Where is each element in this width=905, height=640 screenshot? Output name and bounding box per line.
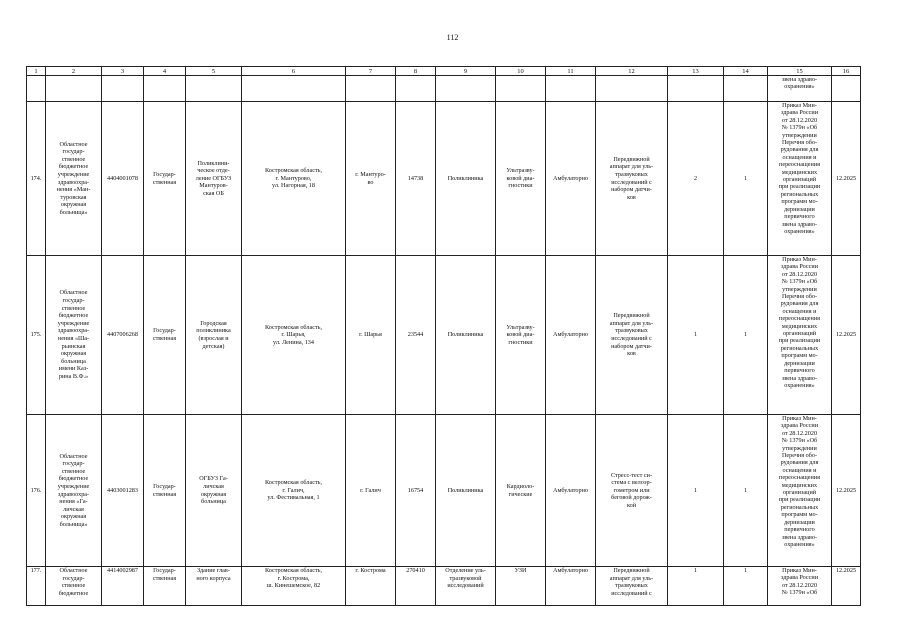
locality: г. Кострома — [346, 567, 396, 606]
deadline-date: 12.2025 — [832, 567, 861, 606]
continued-document-cell: звена здраво- охранения» — [768, 76, 832, 102]
profile: Ультразву- ковой диа- гностики — [496, 102, 546, 256]
quantity-14: 1 — [724, 567, 768, 606]
inn-code: 4414002987 — [102, 567, 144, 606]
column-number: 4 — [144, 67, 186, 76]
equipment: Передвижной аппарат для уль- тразвуковых исследований с — [596, 567, 668, 606]
column-number: 3 — [102, 67, 144, 76]
table-row — [27, 256, 861, 415]
inn-code: 4407006268 — [102, 256, 144, 415]
address: Костромская область, г. Мантурово, ул. Нагорная, 18 — [242, 102, 346, 256]
organization-name: Областное государ- ственное бюджетное учреждение здравоохра- нения «Га- личская окружная больница» — [46, 415, 102, 567]
page-number: 112 — [446, 33, 459, 42]
column-number: 10 — [496, 67, 546, 76]
legal-document: Приказ Мин- здрава России от 28.12.2020 № 1379н «Об утверждении Перечня обо- рудования для оснащения и переоснащения медицинских организаций при реализации региональных программ мо- дернизации первичного звена здраво- охранения» — [768, 256, 832, 415]
unit-name: Поликлини- ческое отде- ление ОГБУЗ Мантуров- ская ОБ — [186, 102, 242, 256]
care-condition: Амбулаторно — [546, 567, 596, 606]
column-number: 6 — [242, 67, 346, 76]
organization-name: Областное государ- ственное бюджетное учреждение здравоохра- нения «Ша- рьинская окружная больница имени Каз- рина В.Ф.» — [46, 256, 102, 415]
column-number: 15 — [768, 67, 832, 76]
legal-document: Приказ Мин- здрава России от 28.12.2020 № 1379н «Об — [768, 567, 832, 606]
unit-name: Городская поликлиника (взрослая и детская) — [186, 256, 242, 415]
row-number: 174. — [27, 102, 46, 256]
legal-document: Приказ Мин- здрава России от 28.12.2020 № 1379н «Об утверждении Перечня обо- рудования для оснащения и переоснащения медицинских организаций при реализации региональных программ мо- дернизации первичного звена здраво- охранения» — [768, 102, 832, 256]
column-number: 12 — [596, 67, 668, 76]
code: 16754 — [396, 415, 436, 567]
quantity-14: 1 — [724, 102, 768, 256]
ownership-form: Государ- ственная — [144, 415, 186, 567]
table-row — [27, 102, 861, 256]
department: Отделение уль- тразвуковой исследований — [436, 567, 496, 606]
equipment-register-table — [26, 66, 861, 606]
column-number-row — [27, 67, 861, 76]
care-condition: Амбулаторно — [546, 415, 596, 567]
address: Костромская область, г. Кострома, ш. Кинешемское, 82 — [242, 567, 346, 606]
row-number: 175. — [27, 256, 46, 415]
ownership-form: Государ- ственная — [144, 102, 186, 256]
legal-document: Приказ Мин- здрава России от 28.12.2020 № 1379н «Об утверждении Перечня обо- рудования для оснащения и переоснащения медицинских организаций при реализации региональных программ мо- дернизации первичного звена здраво- охранения» — [768, 415, 832, 567]
row-number: 176. — [27, 415, 46, 567]
quantity-13: 2 — [668, 102, 724, 256]
column-number: 11 — [546, 67, 596, 76]
profile: Кардиоло- гические — [496, 415, 546, 567]
unit-name: ОГБУЗ Га- личская окружная больница — [186, 415, 242, 567]
code: 14738 — [396, 102, 436, 256]
column-number: 9 — [436, 67, 496, 76]
quantity-13: 1 — [668, 567, 724, 606]
deadline-date: 12.2025 — [832, 102, 861, 256]
column-number: 5 — [186, 67, 242, 76]
inn-code: 4403001283 — [102, 415, 144, 567]
address: Костромская область, г. Шарья, ул. Ленина, 134 — [242, 256, 346, 415]
continuation-row — [27, 76, 861, 102]
profile: Ультразву- ковой диа- гностики — [496, 256, 546, 415]
care-condition: Амбулаторно — [546, 256, 596, 415]
column-number: 2 — [46, 67, 102, 76]
locality: г. Галич — [346, 415, 396, 567]
department: Поликлиника — [436, 256, 496, 415]
table-row — [27, 415, 861, 567]
column-number: 13 — [668, 67, 724, 76]
care-condition: Амбулаторно — [546, 102, 596, 256]
organization-name: Областное государ- ственное бюджетное учреждение здравоохра- нения «Ман- туровская окружная больница» — [46, 102, 102, 256]
ownership-form: Государ- ственная — [144, 256, 186, 415]
inn-code: 4404001078 — [102, 102, 144, 256]
code: 23544 — [396, 256, 436, 415]
equipment: Стресс-тест си- стема с велоэр- гометром или беговой дорож- кой — [596, 415, 668, 567]
locality: г. Шарья — [346, 256, 396, 415]
equipment: Передвижной аппарат для уль- тразвуковых исследований с набором датчи- ков — [596, 256, 668, 415]
quantity-13: 1 — [668, 256, 724, 415]
organization-name: Областное государ- ственное бюджетное — [46, 567, 102, 606]
quantity-13: 1 — [668, 415, 724, 567]
row-number: 177. — [27, 567, 46, 606]
quantity-14: 1 — [724, 415, 768, 567]
column-number: 16 — [832, 67, 861, 76]
quantity-14: 1 — [724, 256, 768, 415]
column-number: 14 — [724, 67, 768, 76]
equipment: Передвижной аппарат для уль- тразвуковых исследований с набором датчи- ков — [596, 102, 668, 256]
ownership-form: Государ- ственная — [144, 567, 186, 606]
column-number: 7 — [346, 67, 396, 76]
unit-name: Здание глав- ного корпуса — [186, 567, 242, 606]
column-number: 1 — [27, 67, 46, 76]
code: 270410 — [396, 567, 436, 606]
department: Поликлиника — [436, 415, 496, 567]
deadline-date: 12.2025 — [832, 256, 861, 415]
deadline-date: 12.2025 — [832, 415, 861, 567]
profile: УЗИ — [496, 567, 546, 606]
address: Костромская область, г. Галич, ул. Фестивальная, 1 — [242, 415, 346, 567]
column-number: 8 — [396, 67, 436, 76]
department: Поликлиника — [436, 102, 496, 256]
table-row — [27, 567, 861, 606]
locality: г. Мантуро- во — [346, 102, 396, 256]
